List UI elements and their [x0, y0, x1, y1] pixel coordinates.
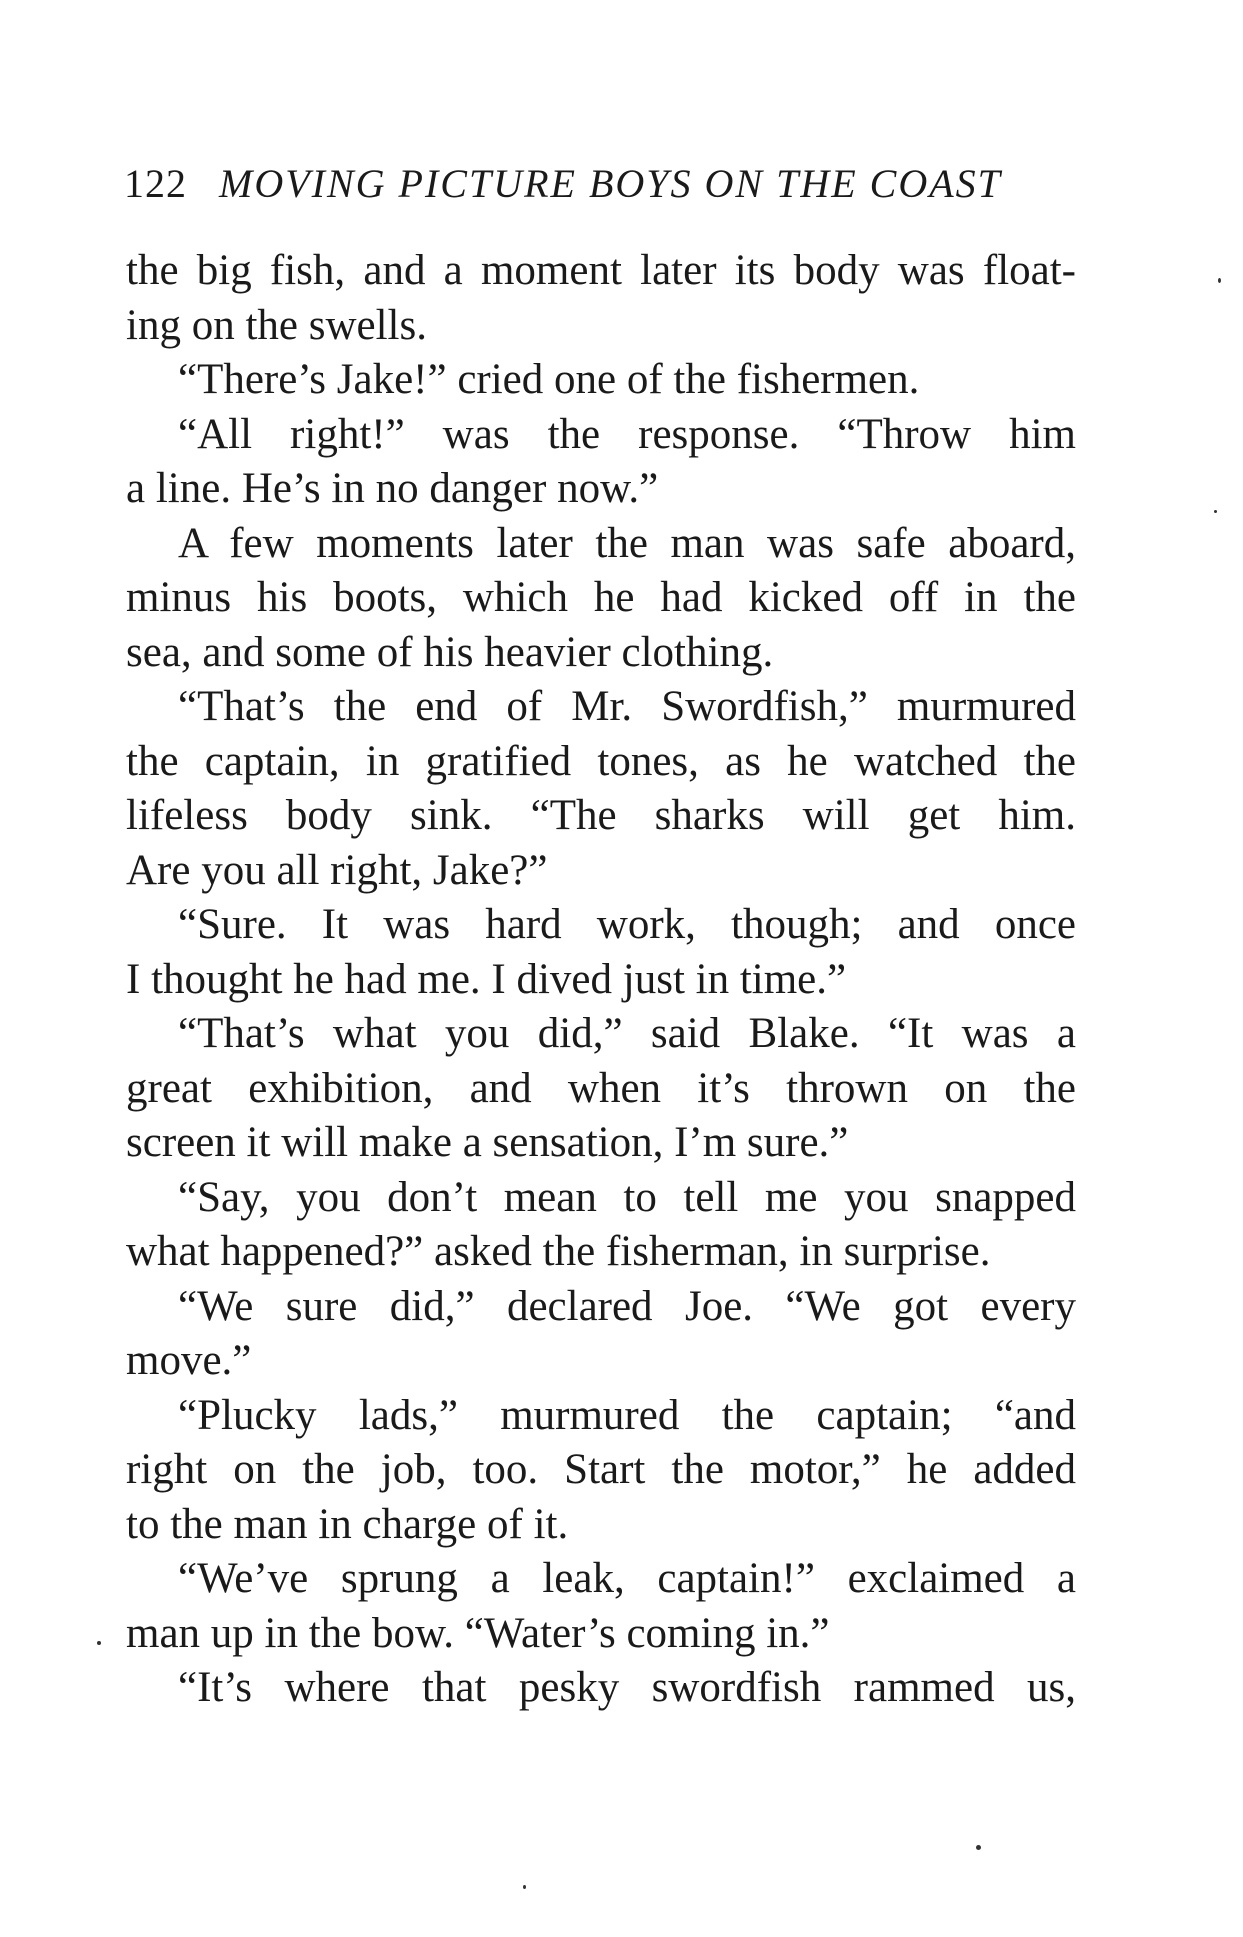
- text-line: move.”: [126, 1337, 252, 1384]
- text-line: “It’s where that pesky swordfish rammed us,: [178, 1664, 1076, 1711]
- text-line: the big fish, and a moment later its body was float-: [126, 247, 1076, 294]
- text-line: “That’s what you did,” said Blake. “It was a: [178, 1010, 1076, 1057]
- text-line: “Say, you don’t mean to tell me you snapped: [178, 1173, 1076, 1221]
- text-line: A few moments later the man was safe aboard,: [178, 519, 1076, 567]
- text-line: what happened?” asked the fisherman, in surprise.: [126, 1228, 991, 1275]
- body-text: [126, 244, 1076, 1716]
- running-head: [124, 160, 1074, 208]
- running-title: MOVING PICTURE BOYS ON THE COAST: [219, 161, 1002, 206]
- text-line: sea, and some of his heavier clothing.: [126, 628, 774, 676]
- text-line: “Sure. It was hard work, though; and once: [178, 901, 1076, 948]
- text-line: “There’s Jake!” cried one of the fishermen.: [178, 356, 920, 403]
- text-line: minus his boots, which he had kicked off in the: [126, 574, 1076, 621]
- text-line: “All right!” was the response. “Throw him: [178, 410, 1076, 458]
- scan-speck: [523, 1885, 526, 1889]
- text-line: to the man in charge of it.: [126, 1500, 569, 1548]
- text-line: right on the job, too. Start the motor,” he added: [126, 1446, 1076, 1493]
- scan-speck: [976, 1845, 981, 1850]
- scan-speck: [1218, 278, 1221, 283]
- text-line: the captain, in gratified tones, as he watched the: [126, 737, 1076, 785]
- text-line: a line. He’s in no danger now.”: [126, 465, 659, 512]
- text-line: lifeless body sink. “The sharks will get him.: [126, 792, 1076, 839]
- text-line: great exhibition, and when it’s thrown on the: [126, 1064, 1076, 1112]
- text-line: “Plucky lads,” murmured the captain; “and: [178, 1391, 1076, 1439]
- text-line: Are you all right, Jake?”: [126, 846, 548, 894]
- text-line: “That’s the end of Mr. Swordfish,” murmured: [178, 683, 1076, 730]
- page-number: 122: [124, 161, 187, 206]
- text-line: screen it will make a sensation, I’m sure.”: [126, 1119, 849, 1166]
- scan-speck: [97, 1641, 101, 1645]
- text-line: man up in the bow. “Water’s coming in.”: [126, 1609, 830, 1657]
- text-line: ing on the swells.: [126, 301, 427, 349]
- text-line: I thought he had me. I dived just in time.”: [126, 955, 847, 1003]
- scan-speck: [1214, 510, 1217, 513]
- text-line: “We’ve sprung a leak, captain!” exclaimed a: [178, 1555, 1076, 1602]
- text-line: “We sure did,” declared Joe. “We got every: [178, 1282, 1076, 1330]
